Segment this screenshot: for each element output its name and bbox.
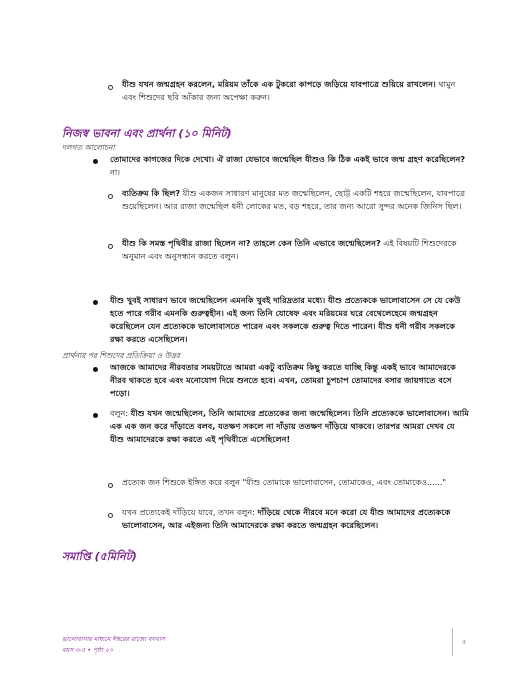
bold-text: দাঁড়িয়ে থেকে নীরবে মনে করো যে যীশু আমাদের প্রত্যেককে ভালোবাসেন, আর এইজন্য তিনি আমাদেরকে রক্ষা করতে জন্মগ্রহন করেছিলেন। [122,507,451,530]
paragraph: আজকে আমাদের নীরবতার সময়টাতে আমরা একটু ব্যতিক্রম কিছু করতে যাচ্ছি কিন্তু একই ভাবে আমাদেরকে নীরব থাকতে হবে এবং মনোযোগ দিয়ে শুনতে হবে। এখন, তোমরা চুপচাপ তোমাদের বসার জায়গাতে বসে পড়ো। [110,362,456,398]
sub-bullet-marker [108,194,113,199]
bullet-marker [93,159,98,164]
body-text: বলুন: [110,408,129,418]
paragraph [122,187,467,213]
sub-bullet-marker [108,513,113,518]
bold-text: যীশু কি সমস্ত পৃথিবীর রাজা ছিলেন না? তাহলে কেন তিনি এভাবে জন্মেছিলেন? [122,238,381,248]
body-text: এই বিষয়টি শিশুদেরকে অনুমান এবং অনুসন্ধান করতে বলুন। [122,238,457,261]
body-text: থামুন এবং শিশুদের ছবি আঁকার জন্য অপেক্ষা করুন। [122,79,456,102]
paragraph: প্রত্যেক জন শিশুকে ইঙ্গিত করে বলুন "যীশু তোমাকে ভালোবাসেন, তোমাকেও, এবং তোমাকেও......" [122,477,447,487]
body-text: যীশু একজন সাধারণ মানুষের মত জন্মেছিলেন, ছোট্ট একটি শহরে জন্মেছিলেন, যাবপাত্রে শুয়েছিলেন। আর রাজা জন্মেছিল ধনী লোকের মত, বড় শহরে, তার জন্য আরো সুন্দর অনেক জিনিস ছিল। [122,188,466,211]
bullet-marker [93,413,98,418]
section-heading: নিজস্ব ভাবনা এবং প্রার্থনা (১০ মিনিট) [62,127,232,140]
section-heading: সমাপ্তি (৫মিনিট) [62,550,137,563]
bold-text: ব্যতিক্রম কি ছিল? [122,188,181,198]
sub-bullet-marker [108,483,113,488]
sub-bullet-marker [108,244,113,249]
bullet-marker [93,367,98,372]
group-label: প্রার্থনার পর শিশুদের প্রতিক্রিয়া ও উত্তর [62,351,180,360]
footer-series-title: ভালোবাসার মাধ্যমে ঈশ্বরের রাজ্যে বসবাস [62,636,165,643]
footer-divider [452,628,453,656]
bullet-marker [93,300,98,305]
paragraph [110,407,470,446]
sub-bullet-marker [108,85,113,90]
bold-text: যীশু যখন জন্মেছিলেন, তিনি আমাদের প্রত্যেকের জন্য জন্মেছিলেন। তিনি প্রত্যেককে ভালোবাসেন। আমি এক এক জন করে দাঁড়াতে বলব, যতক্ষণ সকলে না দাঁড়ায় ততক্ষণ দাঁড়িয়ে থাকবে। তারপর আমরা দেখব যে যীশু আমাদেরকে রক্ষা করতে এই পৃথিবীতে এসেছিলেন! [110,408,469,444]
body-text: যখন প্রত্যেকেই দাঁড়িয়ে যাবে, তখন বলুন: [122,507,255,517]
paragraph [122,78,462,104]
bold-text: তোমাদের কাগজের দিকে দেখো। ঐ রাজা যেভাবে জন্মেছিল যীশুও কি ঠিক একই ভাবে জন্ম গ্রহণ করেছিলেন? [110,154,466,164]
group-label: দলগত আলোচনা [62,143,115,152]
paragraph [122,506,467,532]
body-text: না। [110,167,121,177]
footer-age-page: বয়স ৩-৫ • পৃষ্ঠা ২০ [62,647,114,654]
bold-text: যীশু যখন জন্মগ্রহন করলেন, মরিয়ম তাঁকে এক টুকরো কাপড়ে জড়িয়ে যাবপাত্রে শুয়িয়ে রাখলেন। [122,79,436,89]
paragraph: যীশু খুবই সাধারণ ভাবে জন্মেছিলেন এমনকি খুবই দারিদ্রতার মধ্যে। যীশু প্রত্যেককে ভালোবাসেন সে যে কেউ হতে পারে গরীব এমনকি গুরুত্বহীন। এই জন্য তিনি যোষেফ এবং মরিয়মের ঘরে বেথেলেহেমে জন্মগ্রহন করেছিলেন যেন প্রত্যেককে ভালোবাসতে পারেন এবং সকলকে গুরুত্ব দিতে পারেন। যীশু ধনী গরীব সকলকে রক্ষা করতে এসেছিলেন। [110,295,461,344]
paragraph [110,153,470,179]
paragraph [122,237,467,263]
page-number: ৫ [462,638,467,646]
